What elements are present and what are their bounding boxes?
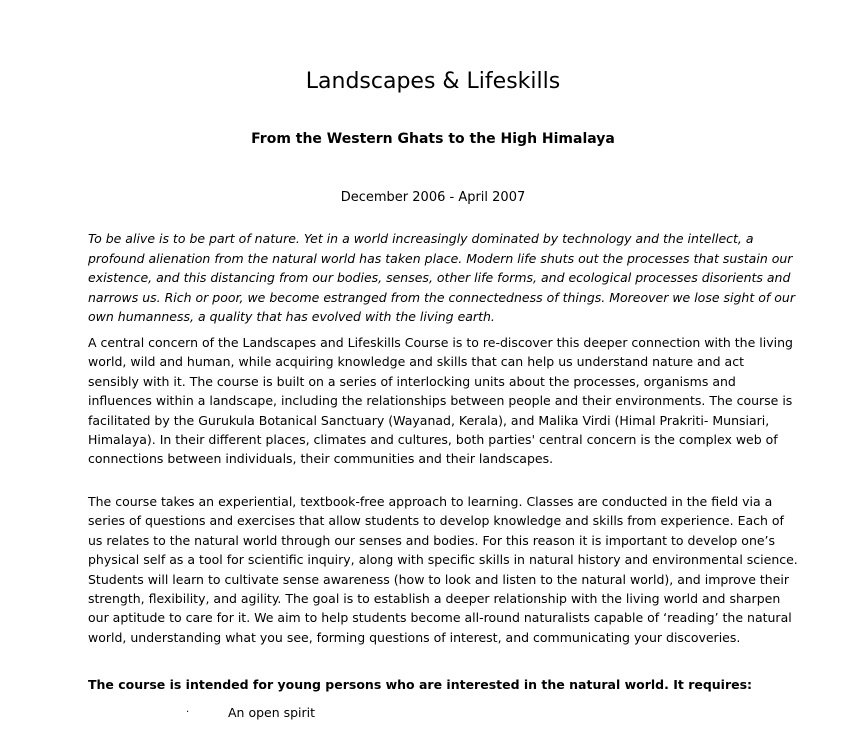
requirements-heading: The course is intended for young persons who are interested in the natural world. It requires: — [88, 677, 753, 692]
document-subtitle: From the Western Ghats to the High Himalaya — [251, 131, 615, 147]
body-paragraph-1: A central concern of the Landscapes and Lifeskills Course is to re-discover this deeper connection with the living world, wild and human, while acquiring knowledge and skills that can help us understand nature and act sensibly with it. The course is built on a series of interlocking units about the processes, organisms and influences within a landscape, including the relationships between people and their environments. The course is facilitated by the Gurukula Botanical Sanctuary (Wayanad, Kerala), and Malika Virdi (Himal Prakriti- Munsiari, Himalaya). In their different places, climates and cultures, both parties' central concern is the complex web of connections between individuals, their communities and their landscapes. — [88, 335, 793, 467]
course-dates: December 2006 - April 2007 — [340, 190, 526, 205]
list-item — [180, 703, 315, 723]
requirements-list — [180, 703, 315, 723]
intro-paragraph: To be alive is to be part of nature. Yet in a world increasingly dominated by technology and the intellect, a profound alienation from the natural world has taken place. Modern life shuts out the processes that sustain our existence, and this distancing from our bodies, senses, other life forms, and ecological processes disorients and narrows us. Rich or poor, we become estranged from the connectedness of things. Moreover we lose sight of our own humanness, a quality that has evolved with the living earth. — [88, 231, 795, 324]
document-title: Landscapes & Lifeskills — [305, 69, 561, 94]
list-item-text: An open spirit — [228, 705, 316, 720]
bullet-icon: · — [186, 707, 190, 718]
body-paragraph-2: The course takes an experiential, textbook-free approach to learning. Classes are conducted in the field via a series of questions and exercises that allow students to develop knowledge and skills from experience. Each of us relates to the natural world through our senses and bodies. For this reason it is important to develop one’s physical self as a tool for scientific inquiry, along with specific skills in natural history and environmental science. Students will learn to cultivate sense awareness (how to look and listen to the natural world), and improve their strength, flexibility, and agility. The goal is to establish a deeper relationship with the living world and sharpen our aptitude to care for it. We aim to help students become all-round naturalists capable of ‘reading’ the natural world, understanding what you see, forming questions of interest, and communicating your discoveries. — [88, 494, 798, 645]
